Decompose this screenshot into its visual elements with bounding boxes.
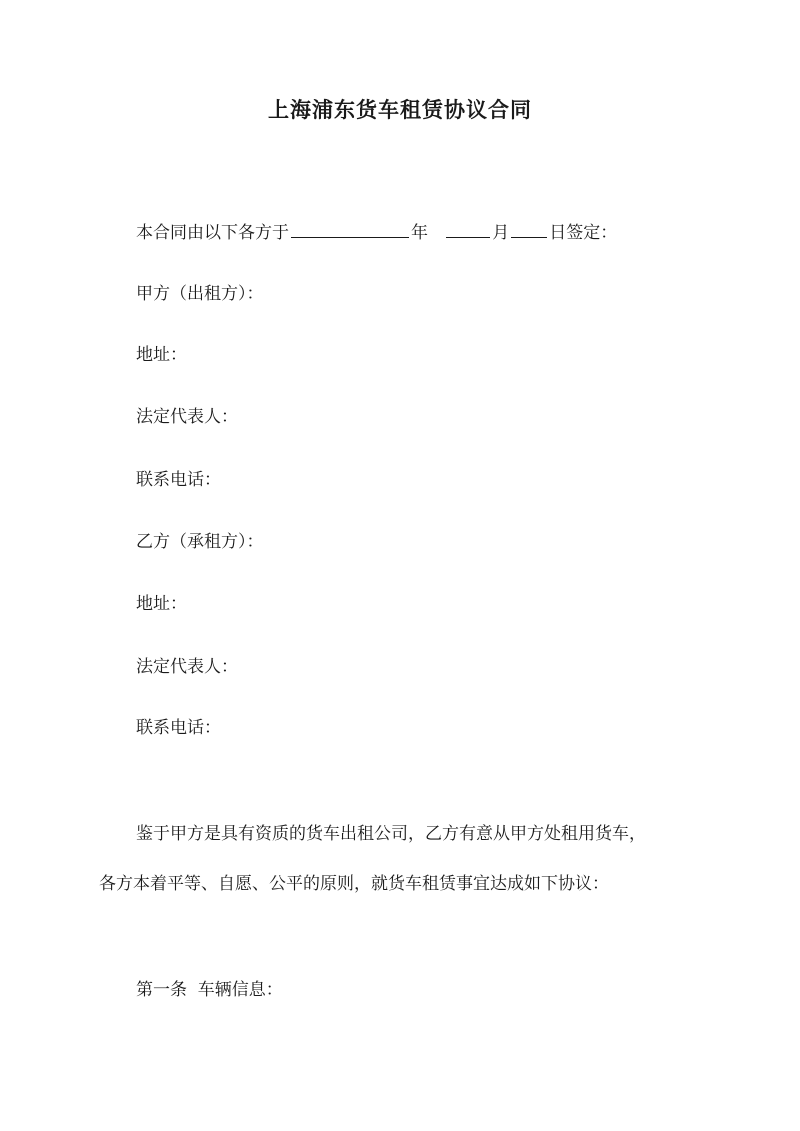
preamble-line-1: 鉴于甲方是具有资质的货车出租公司，乙方有意从甲方处租用货车， [136,824,646,844]
party-b-representative: 法定代表人： [136,657,238,677]
party-a-representative: 法定代表人： [136,407,238,427]
party-b-address: 地址： [136,594,187,614]
month-label: 月 [492,223,510,243]
month-blank [446,219,490,238]
party-b-phone: 联系电话： [136,718,221,738]
year-label: 年 [411,223,428,243]
day-blank [511,219,547,238]
preamble-line-2: 各方本着平等、自愿、公平的原则，就货车租赁事宜达成如下协议： [99,874,609,894]
party-a-phone: 联系电话： [136,470,221,490]
contract-title: 上海浦东货车租赁协议合同 [268,97,532,122]
year-blank [291,219,409,238]
signing-date-line [136,219,617,245]
party-a-address: 地址： [136,345,187,365]
article-1-heading: 第一条 车辆信息： [136,980,283,1000]
party-b-heading: 乙方（承租方）： [136,532,264,552]
party-a-heading: 甲方（出租方）： [136,284,264,304]
day-label: 日签定： [549,223,618,243]
signing-prefix: 本合同由以下各方于 [136,223,289,243]
